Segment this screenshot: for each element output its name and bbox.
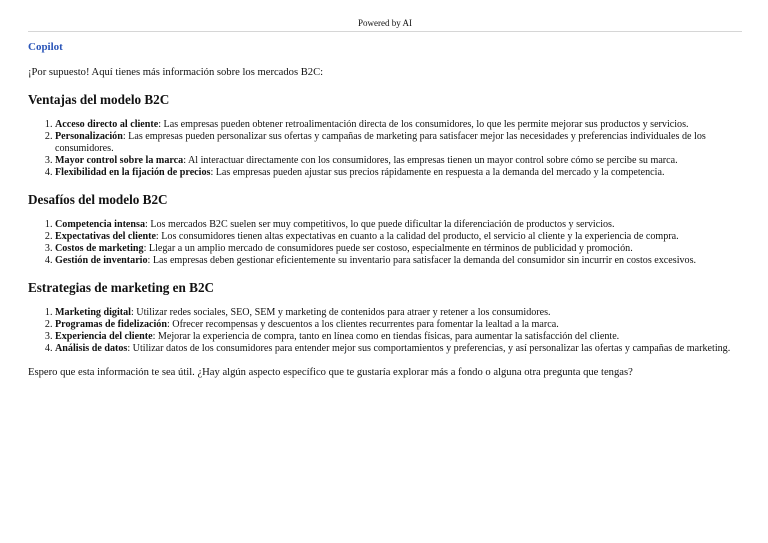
item-term: Personalización [55, 131, 123, 142]
item-text: : Las empresas pueden obtener retroalimentación directa de los consumidores, lo que les permite mejorar sus productos y servicios. [158, 119, 689, 130]
item-text: : Llegar a un amplio mercado de consumidores puede ser costoso, especialmente en términos de publicidad y promoción. [143, 243, 633, 254]
list-item [55, 231, 742, 243]
list-item [55, 319, 742, 331]
list-item [55, 155, 742, 167]
item-text: : Ofrecer recompensas y descuentos a los clientes recurrentes para fomentar la lealtad a la marca. [166, 319, 559, 330]
item-text: : Las empresas pueden ajustar sus precios rápidamente en respuesta a la demanda del mercado y la competencia. [210, 167, 665, 178]
item-term: Flexibilidad en la fijación de precios [55, 167, 211, 178]
list-item [55, 331, 742, 343]
list-item [55, 167, 742, 179]
item-text: : Utilizar datos de los consumidores para entender mejor sus comportamientos y preferencias, y así personalizar las ofertas y campañas de marketing. [127, 343, 731, 354]
item-text: : Las empresas deben gestionar eficientemente su inventario para satisfacer la demanda del consumidor sin incurrir en costos excesivos. [147, 255, 697, 266]
item-term: Experiencia del cliente [55, 331, 153, 342]
list-item [55, 243, 742, 255]
item-term: Competencia intensa [55, 219, 145, 230]
section-heading-desafios: Desafíos del modelo B2C [28, 192, 168, 207]
item-text: : Al interactuar directamente con los consumidores, las empresas tienen un mayor control sobre cómo se percibe su marca. [183, 155, 678, 166]
list-estrategias [28, 307, 742, 355]
item-text: : Las empresas pueden personalizar sus ofertas y campañas de marketing para satisfacer mejor las necesidades y preferencias individuales de los consumidores. [55, 131, 706, 154]
item-text: : Los mercados B2C suelen ser muy competitivos, lo que puede dificultar la diferenciación de productos y servicios. [145, 219, 615, 230]
item-term: Programas de fidelización [55, 319, 167, 330]
powered-by-header: Powered by AI [28, 18, 742, 32]
list-item [55, 255, 742, 267]
item-text: : Utilizar redes sociales, SEO, SEM y marketing de contenidos para atraer y retener a los consumidores. [130, 307, 551, 318]
response-content [28, 41, 742, 379]
item-term: Mayor control sobre la marca [55, 155, 184, 166]
list-ventajas [28, 119, 742, 179]
closing-text: Espero que esta información te sea útil. ¿Hay algún aspecto específico que te gustaría explorar más a fondo o alguna otra pregunta que tengas? [28, 367, 633, 378]
section-heading-estrategias: Estrategias de marketing en B2C [28, 280, 215, 295]
item-term: Expectativas del cliente [55, 231, 156, 242]
item-term: Marketing digital [55, 307, 131, 318]
item-text: : Mejorar la experiencia de compra, tanto en línea como en tiendas físicas, para aumentar la satisfacción del cliente. [152, 331, 620, 342]
item-text: : Los consumidores tienen altas expectativas en cuanto a la calidad del producto, el servicio al cliente y la experiencia de compra. [155, 231, 679, 242]
brand-label: Copilot [28, 41, 63, 53]
list-item [55, 343, 742, 355]
list-item [55, 307, 742, 319]
intro-text: ¡Por supuesto! Aquí tienes más información sobre los mercados B2C: [28, 67, 324, 78]
section-heading-ventajas: Ventajas del modelo B2C [28, 92, 170, 107]
item-term: Gestión de inventario [55, 255, 148, 266]
item-term: Análisis de datos [55, 343, 128, 354]
list-item [55, 131, 742, 155]
list-item [55, 119, 742, 131]
item-term: Acceso directo al cliente [55, 119, 159, 130]
list-desafios [28, 219, 742, 267]
list-item [55, 219, 742, 231]
item-term: Costos de marketing [55, 243, 144, 254]
